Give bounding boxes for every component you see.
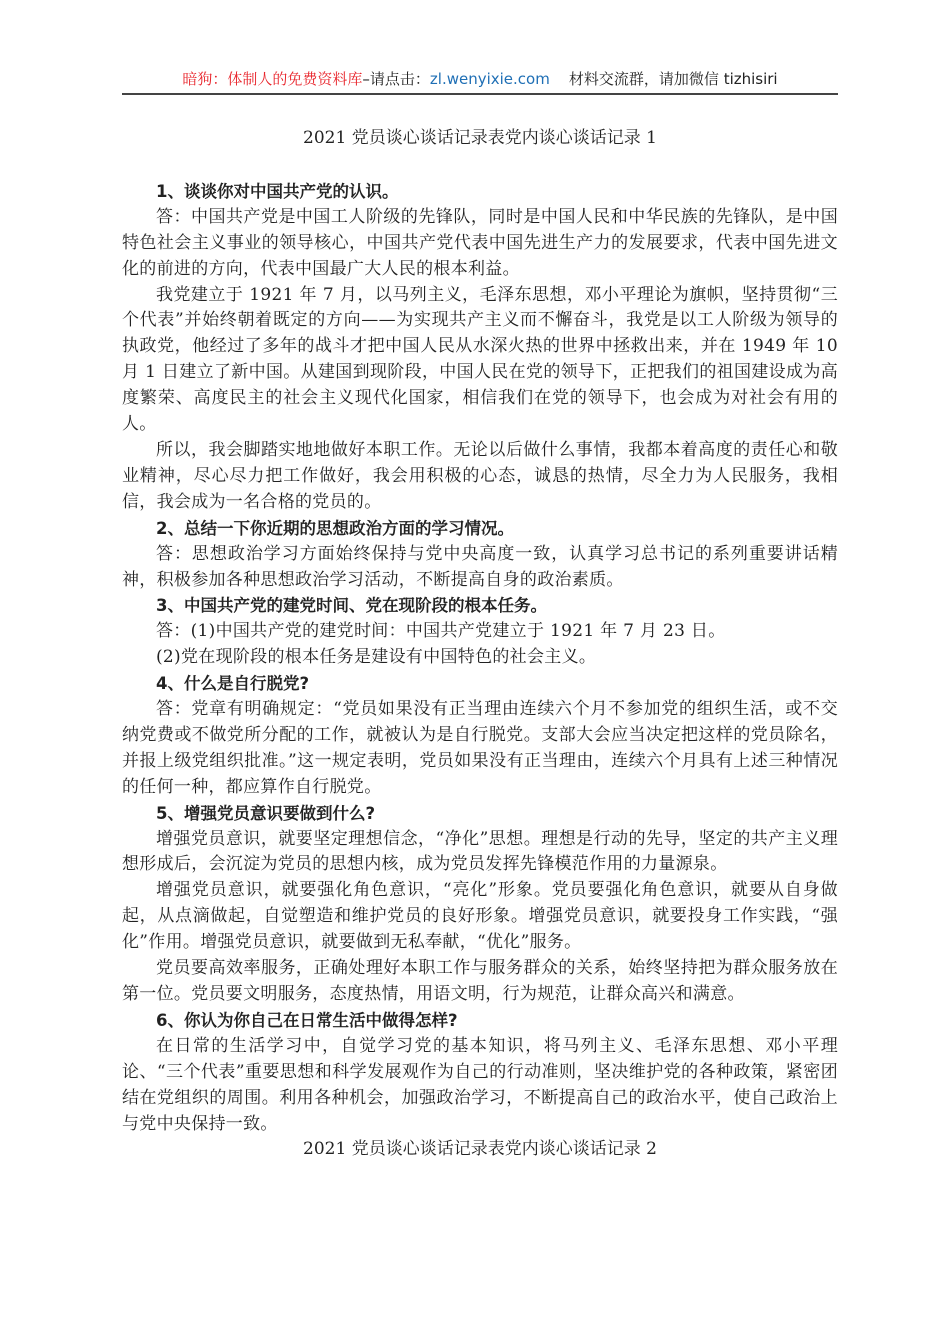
section-paragraph: 增强党员意识，就要强化角色意识，“亮化”形象。党员要强化角色意识，就要从自身做起，从点滴做起，自觉塑造和维护党员的良好形象。增强党员意识，就要投身工作实践，“强化”作用。增强党员意识，就要做到无私奉献，“优化”服务。 — [122, 880, 838, 953]
section-question-2: 2、总结一下你近期的思想政治方面的学习情况。 — [156, 518, 514, 538]
section-question-1: 1、谈谈你对中国共产党的认识。 — [156, 181, 399, 201]
header-click-prefix: –请点击： — [362, 70, 430, 88]
section-question-6: 6、你认为你自己在日常生活中做得怎样? — [156, 1010, 458, 1030]
header-divider — [122, 93, 838, 95]
section-question-3: 3、中国共产党的建党时间、党在现阶段的根本任务。 — [156, 596, 547, 616]
header-spacer — [550, 70, 569, 88]
section-paragraph: 在日常的生活学习中，自觉学习党的基本知识，将马列主义、毛泽东思想、邓小平理论、“三个代表”重要思想和科学发展观作为自己的行动准则，坚决维护党的各种政策，紧密团结在党组织的周围。利用各种机会，加强政治学习，不断提高自己的政治水平，使自己政治上与党中央保持一致。 — [122, 1035, 838, 1134]
section-paragraph: 增强党员意识，就要坚定理想信念，“净化”思想。理想是行动的先导，坚定的共产主义理想形成后，会沉淀为党员的思想内核，成为党员发挥先锋模范作用的力量源泉。 — [122, 828, 838, 875]
header-group-text: 材料交流群，请加微信 tizhisiri — [568, 70, 778, 88]
section-paragraph: 答：思想政治学习方面始终保持与党中央高度一致，认真学习总书记的系列重要讲话精神，积极参加各种思想政治学习活动，不断提高自身的政治素质。 — [122, 543, 838, 590]
document-body — [122, 126, 838, 1163]
section-paragraph: (2)党在现阶段的根本任务是建设有中国特色的社会主义。 — [156, 647, 597, 668]
section-paragraph: 答：党章有明确规定：“党员如果没有正当理由连续六个月不参加党的组织生活，或不交纳党费或不做党所分配的工作，就被认为是自行脱党。支部大会应当决定把这样的党员除名，并报上级党组织批准。”这一规定表明，党员如果没有正当理由，连续六个月具有上述三种情况的任何一种，都应算作自行脱党。 — [122, 699, 838, 797]
section-paragraph: 党员要高效率服务，正确处理好本职工作与服务群众的关系，始终坚持把为群众服务放在第一位。党员要文明服务，态度热情，用语文明，行为规范，让群众高兴和满意。 — [122, 958, 838, 1004]
section-question-4: 4、什么是自行脱党? — [156, 674, 310, 694]
section-paragraph: 答：中国共产党是中国工人阶级的先锋队，同时是中国人民和中华民族的先锋队，是中国特色社会主义事业的领导核心，中国共产党代表中国先进生产力的发展要求，代表中国先进文化的前进的方向，代表中国最广大人民的根本利益。 — [122, 206, 838, 279]
document-title-2: 2021 党员谈心谈话记录表党内谈心谈话记录 2 — [303, 1139, 657, 1160]
section-paragraph: 我党建立于 1921 年 7 月，以马列主义，毛泽东思想，邓小平理论为旗帜，坚持贯彻“三个代表”并始终朝着既定的方向——为实现共产主义而不懈奋斗，我党是以工人阶级为领导的执政党，他经过了多年的战斗才把中国人民从水深火热的世界中拯救出来，并在 1949 年 10 月 1 日建立了新中国。从建国到现阶段，中国人民在党的领导下，正把我们的祖国建设成为高度繁荣、高度民主的社会主义现代化国家，相信我们在党的领导下，也会成为对社会有用的人。 — [122, 284, 838, 435]
section-question-5: 5、增强党员意识要做到什么? — [156, 803, 376, 823]
header-brand: 暗狗：体制人的免费资料库 — [182, 70, 363, 88]
section-paragraph: 答：(1)中国共产党的建党时间：中国共产党建立于 1921 年 7 月 23 日。 — [156, 621, 726, 642]
header-url-link[interactable]: zl.wenyixie.com — [429, 70, 550, 88]
section-paragraph: 所以，我会脚踏实地地做好本职工作。无论以后做什么事情，我都本着高度的责任心和敬业精神，尽心尽力把工作做好，我会用积极的心态，诚恳的热情，尽全力为人民服务，我相信，我会成为一名合格的党员的。 — [122, 439, 838, 512]
page-header — [122, 66, 838, 92]
document-title-1: 2021 党员谈心谈话记录表党内谈心谈话记录 1 — [303, 128, 657, 148]
